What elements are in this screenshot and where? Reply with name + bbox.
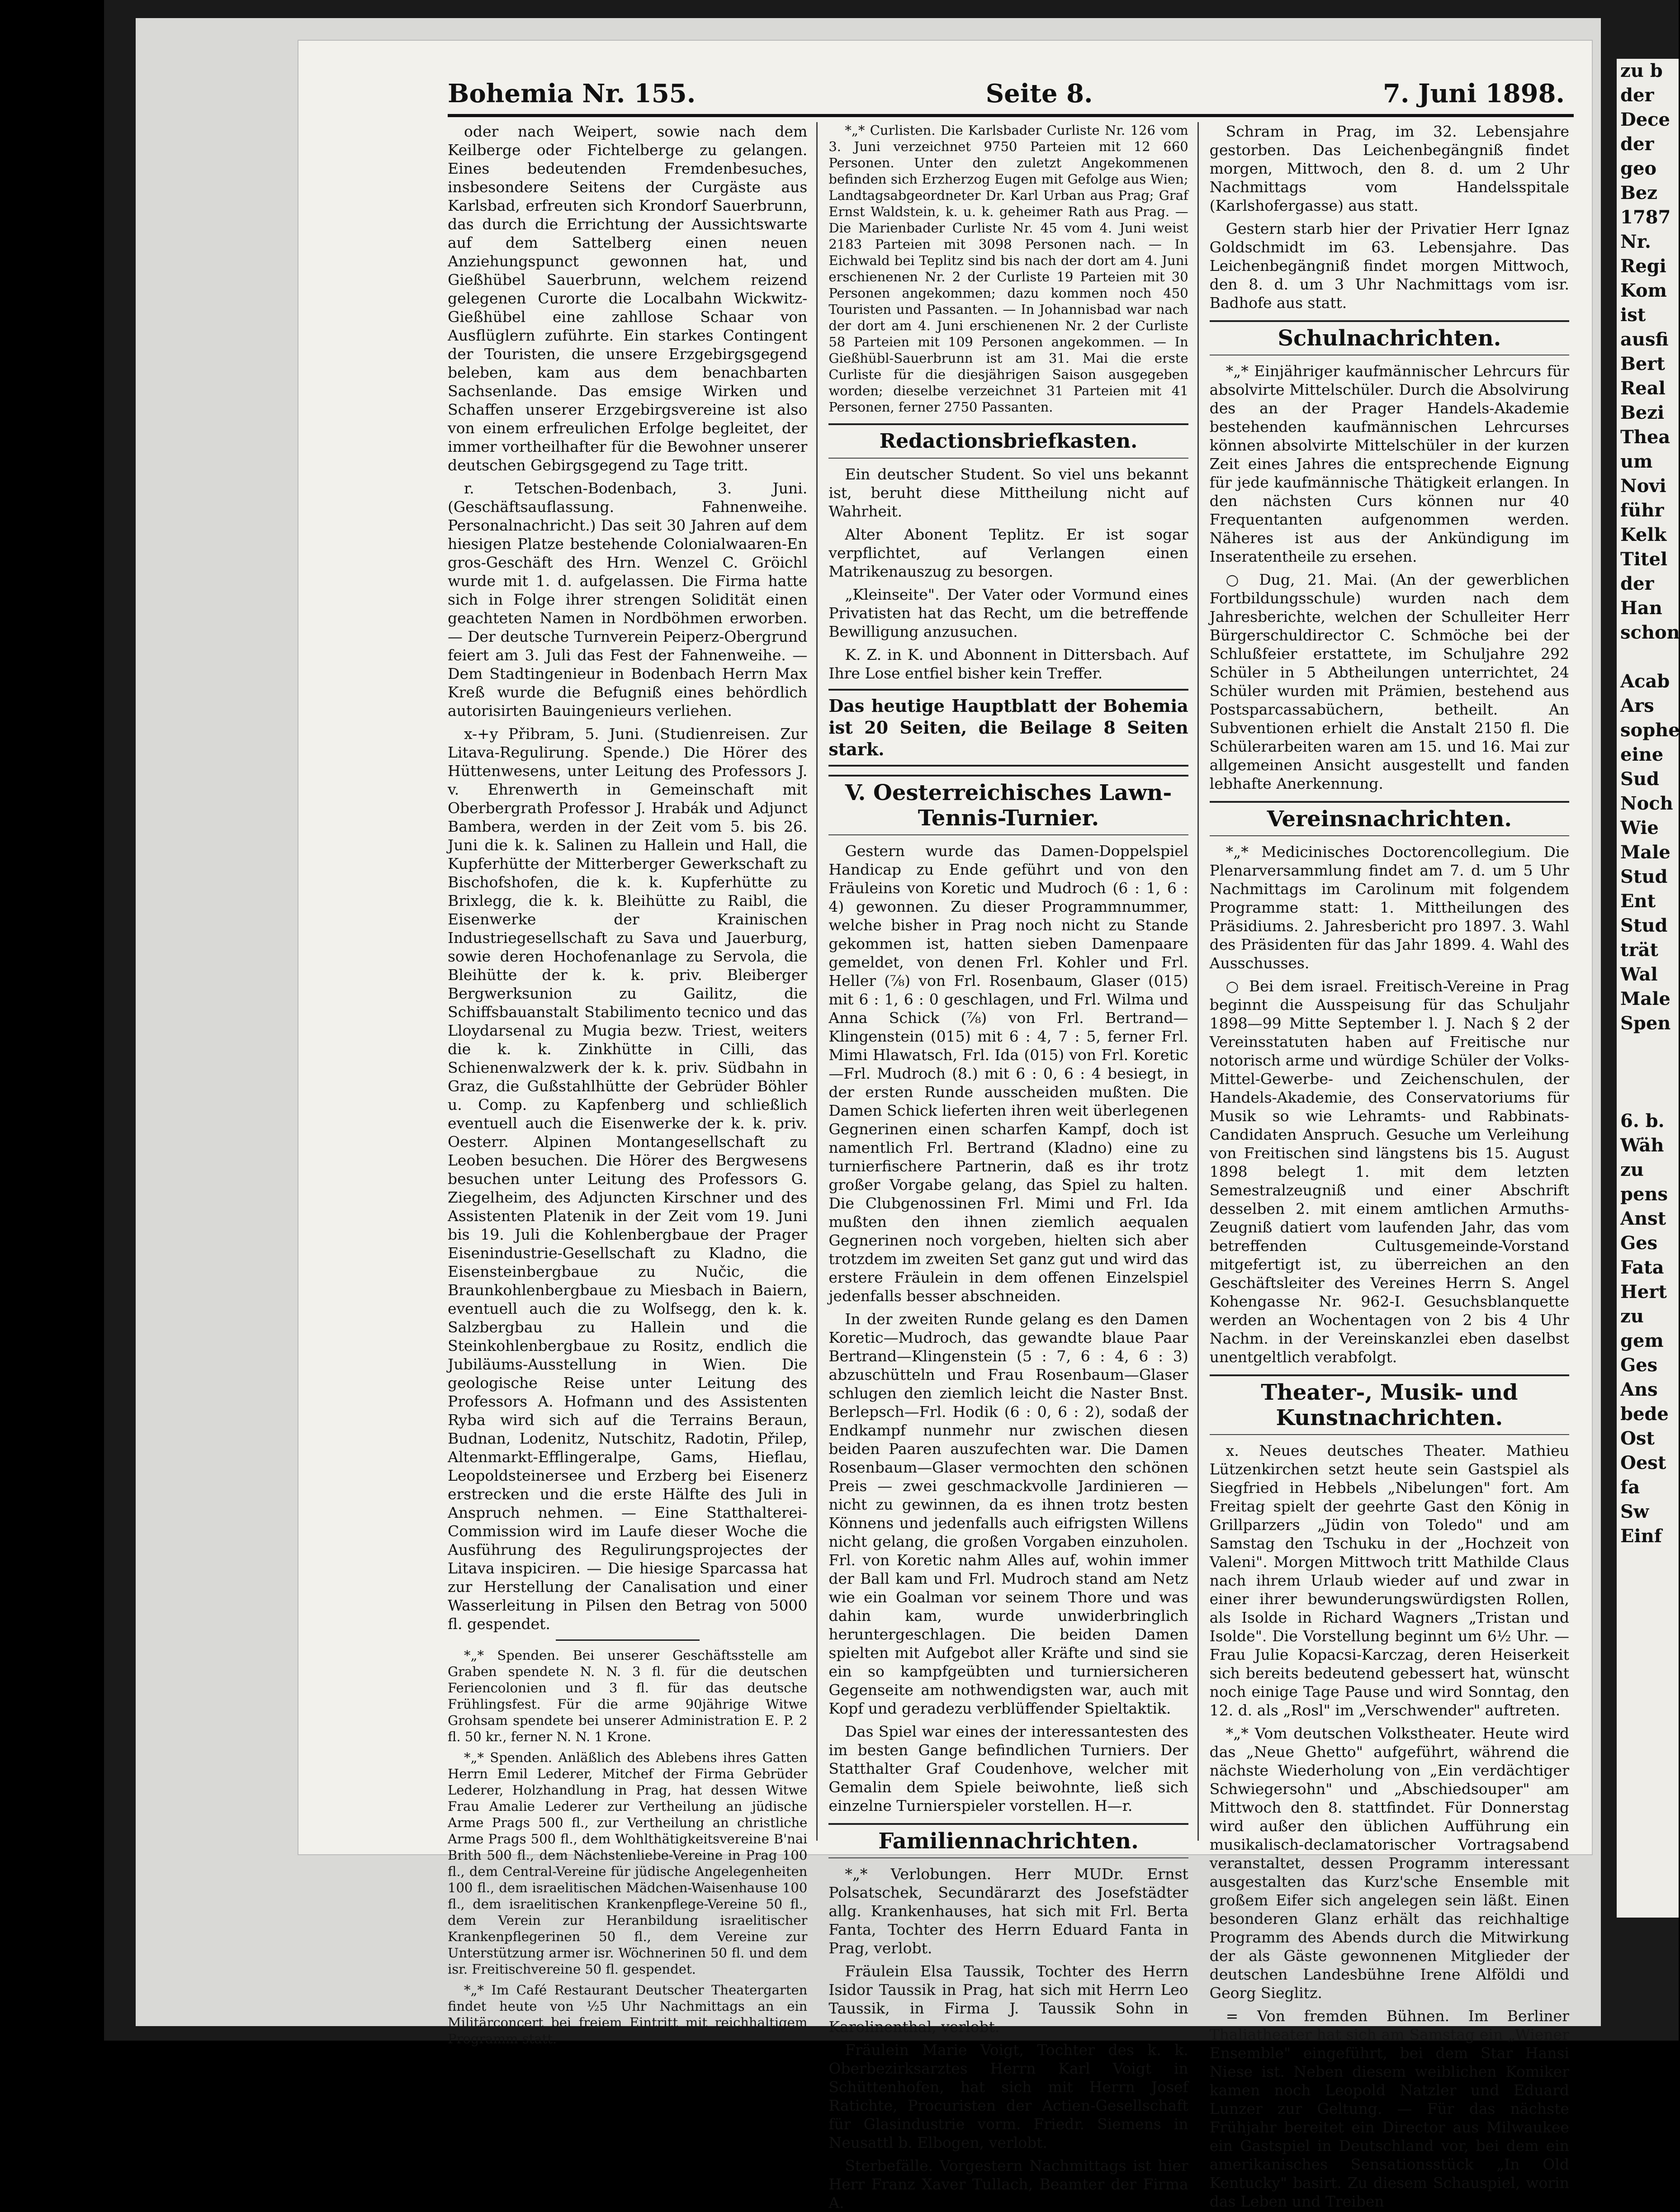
- adjacent-page-fragment: Stud: [1620, 866, 1668, 887]
- adjacent-page-fragment: Real: [1620, 378, 1666, 399]
- adjacent-page-fragment: Han: [1620, 597, 1662, 619]
- article-paragraph: r. Tetschen-Bodenbach, 3. Juni. (Geschäftsauflassung. Fahnenweihe. Personalnachricht.) Das seit 30 Jahren auf dem hiesigen Platze bestehende Colonialwaaren-En gros-Geschäft des Hrn. Wenzel C. Gröichl wurde mit 1. d. aufgelassen. Die Firma hatte sich in Folge ihrer strengen Solidität einen geachteten Namen in Nordböhmen erworben. — Der deutsche Turnverein Peiperz-Obergrund feiert am 3. Juli das Fest der Fahnenweihe. — Dem Stadtingenieur in Bodenbach Herrn Max Kreß wurde die Befugniß eines behördlich autorisirten Bauingenieurs verliehen.: [448, 479, 808, 720]
- family-paragraph: *„* Verlobungen. Herr MUDr. Ernst Polsatschek, Secundärarzt des Josefstädter allg. Krankenhauses, hat sich mit Frl. Berta Fanta, Tochter des Herrn Eduard Fanta in Prag, verlobt.: [828, 1865, 1188, 1957]
- family-paragraph: Fräulein Elsa Taussik, Tochter des Herrn Isidor Taussik in Prag, hat sich mit Herrn Leo Taussik, in Firma J. Taussik Sohn in Karolinenthal, verlobt.: [828, 1962, 1188, 2036]
- tennis-paragraph: Gestern wurde das Damen-Doppelspiel Handicap zu Ende geführt und von den Fräuleins von Koretic und Mudroch (6 : 1, 6 : 4) gewonnen. Zu dieser Programmnummer, welche bisher in Prag noch nicht zu Stande gekommen ist, hatten sieben Damenpaare gemeldet, von denen Frl. Kohler und Frl. Heller (⅞) von Frl. Rosenbaum, Glaser (015) mit 6 : 1, 6 : 0 geschlagen, und Frl. Wilma und Anna Schick (⅞) von Frl. Bertrand—Klingenstein (015) mit 6 : 4, 7 : 5, ferner Frl. Mimi Hlawatsch, Frl. Ida (015) von Frl. Koretic—Frl. Mudroch (8.) mit 6 : 0, 6 : 4 besiegt, in der ersten Runde ausscheiden mußten. Die Damen Schick lieferten ihren weit überlegenen Gegnerinen einen scharfen Kampf, doch ist namentlich Frl. Bertrand (Kladno) eine zu turnierfischere Partnerin, daß es ihr trotz großer Vorgabe gelang, das Spiel zu halten. Die Clubgenossinen Frl. Mimi und Frl. Ida mußten den ihnen ziemlich aequalen Gegnerinen noch vorgeben, hielten sich aber trotzdem im zweiten Set ganz gut und wird das erstere Fräulein in dem offenen Einzelspiel jedenfalls besser abschneiden.: [828, 842, 1188, 1305]
- header-masthead: Bohemia Nr. 155.: [448, 79, 696, 109]
- adjacent-page-fragment: Kelk: [1620, 524, 1667, 545]
- adjacent-page-fragment: zu: [1620, 1159, 1644, 1180]
- letter-paragraph: K. Z. in K. und Abonnent in Dittersbach. Auf Ihre Lose entfiel bisher kein Treffer.: [828, 646, 1188, 682]
- adjacent-page-fragment: 1787: [1620, 207, 1671, 228]
- adjacent-page-fragment: Male: [1620, 988, 1671, 1009]
- adjacent-page-fragment: Fata: [1620, 1257, 1664, 1278]
- adjacent-page-fragment: Ges: [1620, 1232, 1658, 1254]
- column-1: [448, 122, 818, 2046]
- adjacent-page-fragment: Kom: [1620, 280, 1667, 301]
- adjacent-page-fragment: Einf: [1620, 1525, 1662, 1547]
- club-paragraph: *„* Medicinisches Doctorencollegium. Die Plenarversammlung findet am 7. d. um 5 Uhr Nachmittags im Carolinum mit folgendem Programme statt: 1. Mittheilungen des Präsidiums. 2. Jahresbericht pro 1897. 3. Wahl des Präsidenten für das Jahr 1899. 4. Wahl des Ausschusses.: [1209, 843, 1569, 972]
- adjacent-page-fragment: Spen: [1620, 1013, 1671, 1034]
- adjacent-page-fragment: Oest: [1620, 1452, 1666, 1473]
- theatre-paragraph: *„* Vom deutschen Volkstheater. Heute wird das „Neue Ghetto" aufgeführt, während die nächste Wiederholung von „Ein verdächtiger Schwiegersohn" und „Abschiedsouper" am Mittwoch den 8. stattfindet. Für Donnerstag wird außer den üblichen Aufführung ein musikalisch-declamatorischer Vortragsabend veranstaltet, dessen Programm interessant ausgestalten das Kurz'sche Ensemble mit großem Eifer sich angelegen sein läßt. Einen besonderen Glanz erhält das reichhaltige Programm des Abends durch die Mitwirkung der als Gäste gewonnenen Mitglieder der deutschen Landesbühne Irene Alföldi und Georg Sieglitz.: [1209, 1724, 1569, 2002]
- adjacent-page-fragment: [1617, 1036, 1679, 1060]
- adjacent-page-fragment: Ars: [1620, 695, 1654, 716]
- page-header: [298, 68, 1592, 109]
- adjacent-page-fragment: Bez: [1620, 182, 1657, 204]
- adjacent-page-fragment: zu: [1620, 1306, 1644, 1327]
- club-heading: Vereinsnachrichten.: [1210, 801, 1569, 836]
- adjacent-page-fragment: Anst: [1620, 1208, 1666, 1229]
- adjacent-page-fragment: Ges: [1620, 1355, 1658, 1376]
- adjacent-page-fragment: Ent: [1620, 890, 1656, 912]
- adjacent-page-fragment: führ: [1620, 500, 1664, 521]
- adjacent-page-fragment: der: [1620, 133, 1654, 155]
- adjacent-page-fragment: Titel: [1620, 549, 1668, 570]
- obituary-paragraph: Gestern starb hier der Privatier Herr Ignaz Goldschmidt im 63. Lebensjahre. Das Leichenbegängniß findet morgen Mittwoch, den 8. d. um 3 Uhr Nachmittags vom isr. Badhofe aus statt.: [1209, 220, 1569, 312]
- school-paragraph: *„* Einjähriger kaufmännischer Lehrcurs für absolvirte Mittelschüler. Durch die Absolvirung des an der Prager Handels-Akademie bestehenden kaufmännischen Lehrcurses können absolvirte Mittelschüler in der kurzen Zeit eines Jahres die entsprechende Eignung für jede kaufmännische Thätigkeit erlangen. In den nächsten Curs können nur 40 Frequentanten aufgenommen werden. Näheres ist aus der Ankündigung im Inseratentheile zu ersehen.: [1209, 362, 1569, 565]
- adjacent-page-fragment: Wie: [1620, 817, 1659, 838]
- theatre-heading: Theater-, Musik- und Kunstnachrichten.: [1210, 1374, 1569, 1435]
- newspaper-page: [298, 41, 1592, 2212]
- adjacent-page-fragment: Thea: [1620, 426, 1671, 448]
- adjacent-page-fragment: geo: [1620, 158, 1657, 179]
- adjacent-page-fragment: Dece: [1620, 109, 1670, 130]
- notice-paragraph: *„* Spenden. Anläßlich des Ablebens ihres Gatten Herrn Emil Lederer, Mitchef der Firma Gebrüder Lederer, Holzhandlung in Prag, hat dessen Witwe Frau Amalie Lederer zur Vertheilung an jüdische Arme Prags 500 fl., zur Vertheilung an christliche Arme Prags 500 fl., dem Wohlthätigkeitsvereine B'nai Brith 500 fl., dem Nächstenliebe-Vereine in Prag 100 fl., dem Central-Vereine für jüdische Angelegenheiten 100 fl., dem israelitischen Mädchen-Waisenhause 100 fl., dem israelitischen Krankenpflege-Vereine 50 fl., dem Verein zur Heranbildung israelitischer Krankenpflegerinen 50 fl., dem Vereine zur Unterstützung armer isr. Wöchnerinen 50 fl. und dem isr. Freitischvereine 50 fl. gespendet.: [448, 1750, 808, 1977]
- adjacent-page-fragment: der: [1620, 573, 1654, 594]
- adjacent-page-fragment: [1617, 1060, 1679, 1085]
- column-2: [828, 122, 1198, 2212]
- theatre-paragraph: = Von fremden Bühnen. Im Berliner Thaliatheater hat sich am Samstag ein „Wiener Ensemble" eingeführt, bei dem Star Hansi Niese ist. Neben diesem weiblichen Komiker kamen noch Leopold Natzler und Eduard Lunzer zur Geltung. — Für das nächste Frühjahr bereitet ein Director aus Milwaukee ein Gastspiel in Deutschland vor, bei dem ein amerikanisches Sensationsstück „In Old Kentucky" basirt. Zu diesem Schauspiel, worin das Leben und Treiben: [1209, 2007, 1569, 2210]
- header-date: 7. Juni 1898.: [1382, 79, 1565, 109]
- adjacent-page-fragment: Wal: [1620, 964, 1658, 985]
- adjacent-page-fragment: sophe: [1620, 720, 1680, 741]
- letter-paragraph: Alter Abonent Teplitz. Er ist sogar verpflichtet, auf Verlangen einen Matrikenauszug zu besorgen.: [828, 526, 1188, 580]
- notice-paragraph: *„* Spenden. Bei unserer Geschäftsstelle am Graben spendete N. N. 3 fl. für die deutschen Feriencolonien und 3 fl. für das deutsche Frühlingsfest. Für die arme 90jährige Witwe Grohsam spendete bei unserer Administration E. P. 2 fl. 50 kr., ferner N. N. 1 Krone.: [448, 1648, 808, 1744]
- adjacent-page-fragment: trät: [1620, 939, 1658, 961]
- article-paragraph: oder nach Weipert, sowie nach dem Keilberge oder Fichtelberge zu gelangen. Eines bedeutenden Fremdenbesuches, insbesondere Seitens der Curgäste aus Karlsbad, erfreuten sich Krondorf Sauerbrunn, das durch die Errichtung der Aussichtswarte auf dem Sattelberg einen neuen Anziehungspunct gewonnen hat, und Gießhübel Sauerbrunn, welchem reizend gelegenen Curorte die Localbahn Wickwitz-Gießhübel eine zahllose Schaar von Ausflüglern zuführte. Ein starkes Contingent der Touristen, die unsere Erzgebirgsgegend beleben, kam aus dem benachbarten Sachsenlande. Das emsige Wirken und Schaffen unserer Erzgebirgsvereine ist also von einem erfreulichen Erfolge begleitet, der immer vortheilhafter für die Bewohner unserer deutschen Gebirgsgegend zu Tage tritt.: [448, 123, 808, 474]
- adjacent-page-fragment: bede: [1620, 1403, 1669, 1425]
- adjacent-page-fragment: der: [1620, 85, 1654, 106]
- adjacent-page-fragment: Sud: [1620, 768, 1659, 790]
- adjacent-page-fragment: Ans: [1620, 1379, 1658, 1400]
- article-paragraph: x-+y Přibram, 5. Juni. (Studienreisen. Zur Litava-Regulirung. Spende.) Die Hörer des Hüttenwesens, unter Leitung des Professors J. v. Ehrenwerth in Gemeinschaft mit Oberbergrath Professor J. Hrabák und Adjunct Bambera, werden in der Zeit vom 5. bis 26. Juni die k. k. Salinen zu Hallein und Hall, die Kupferhütte der Mitterberger Gewerkschaft zu Bischofshofen, die k. k. Kupferhütte zu Brixlegg, die k. k. Bleihütte zu Raibl, die Eisenwerke der Krainischen Industriegesellschaft zu Sava und Jauerburg, sowie deren Hochofenanlage zu Servola, die Bleihütte der k. k. priv. Bleiberger Bergwerksunion zu Gailitz, die Schiffsbauanstalt Stabilimento tecnico und das Lloydarsenal zu Mugia bezw. Triest, weiters die k. k. Zinkhütte in Cilli, das Schienenwalzwerk der k. k. priv. Südbahn in Graz, die Gußstahlhütte der Gebrüder Böhler u. Comp. zu Kapfenberg und schließlich eventuell auch die Eisenwerke der k. k. priv. Oesterr. Alpinen Montangesellschaft zu Leoben besuchen. Die Hörer des Bergwesens besuchen unter Leitung des Professors G. Ziegelheim, des Adjuncten Kirschner und des Assistenten Platenik in der Zeit vom 19. Juni bis 19. Juli die Kohlenbergbaue der Prager Eisenindustrie-Gesellschaft zu Kladno, die Eisensteinbergbaue zu Nučic, die Braunkohlenbergbaue zu Miesbach in Baiern, eventuell auch die zu Wolfsegg, den k. k. Salzbergbau zu Hallein und die Steinkohlenbergbaue zu Rositz, endlich die Jubiläums-Ausstellung in Wien. Die geologische Reise unter Leitung des Professors A. Hofmann und des Assistenten Ryba wird sich auf die Terrains Beraun, Budnan, Lodenitz, Nutschitz, Radotin, Přilep, Altenmarkt-Efflingeralpe, Gams, Hieflau, Leopoldsteinersee und Erzberg bei Eisenerz erstrecken und die erste Hälfte des Juli in Anspruch nehmen. — Eine Statthalterei-Commission wird im Laufe dieser Woche die Ausführung des Regulirungsprojectes der Litava inspiciren. — Die hiesige Sparcassa hat zur Herstellung der Canalisation und einer Wasserleitung in Pilsen den Betrag von 5000 fl. gespendet.: [448, 725, 808, 1633]
- adjacent-page-fragment: fa: [1620, 1477, 1640, 1498]
- family-paragraph: Fräulein Marie Voigt, Tochter des k. k. Oberbezirksarztes Herrn Karl Voigt in Schüttenhofen, hat sich mit Herrn Josef Ratichte, Procuristen der Actien-Gesellschaft für Glasindustrie vorm. Friedr. Siemens in Neusattl b. Elbogen, verlobt.: [828, 2041, 1188, 2151]
- adjacent-page-fragment: Sw: [1620, 1501, 1649, 1522]
- adjacent-page-fragment: um: [1620, 451, 1653, 472]
- adjacent-page-fragment: eine: [1620, 744, 1664, 765]
- tennis-paragraph: Das Spiel war eines der interessantesten des im besten Gange befindlichen Turniers. Der Statthalter Graf Coudenhove, welcher mit Gemalin dem Spiele beiwohnte, ließ sich einzelne Turnierspieler vorstellen. H—r.: [828, 1723, 1188, 1814]
- adjacent-page-fragment: Hert: [1620, 1281, 1667, 1303]
- adjacent-page-fragment: zu b: [1620, 60, 1663, 81]
- adjacent-page-fragment: ausfi: [1620, 329, 1669, 350]
- adjacent-page-fragment: Regi: [1620, 256, 1666, 277]
- obituary-paragraph: Schram in Prag, im 32. Lebensjahre gestorben. Das Leichenbegängniß findet morgen, Mittwoch, den 8. d. um 2 Uhr Nachmittags vom Handelsspitale (Karlshofergasse) aus statt.: [1209, 123, 1569, 214]
- columns: [448, 122, 1578, 2212]
- letter-paragraph: Ein deutscher Student. So viel uns bekannt ist, beruht diese Mittheilung nicht auf Wahrheit.: [828, 465, 1188, 520]
- adjacent-page-fragment: Bezi: [1620, 402, 1665, 423]
- adjacent-page-fragment: gem: [1620, 1330, 1664, 1351]
- page-count-notice: Das heutige Hauptblatt der Bohemia ist 20 Seiten, die Beilage 8 Seiten stark.: [828, 689, 1188, 767]
- letters-heading: Redactionsbriefkasten.: [828, 423, 1188, 459]
- adjacent-page-fragment: [1617, 1085, 1679, 1109]
- letter-paragraph: „Kleinseite". Der Vater oder Vormund eines Privatisten hat das Recht, um die betreffende Bewilligung anzusuchen.: [828, 586, 1188, 640]
- tennis-paragraph: In der zweiten Runde gelang es den Damen Koretic—Mudroch, das gewandte blaue Paar Bertrand—Klingenstein (5 : 7, 6 : 4, 6 : 3) abzuschütteln und Frau Rosenbaum—Glaser schlugen den ziemlich leicht die Naster Bnst. Berlepsch—Frl. Hodik (6 : 0, 6 : 2), sodaß der Endkampf nunmehr nur zwischen diesen beiden Paaren auszufechten war. Die Damen Rosenbaum—Glaser vermochten den schönen Preis — zwei geschmackvolle Jardinieren — nicht zu gewinnen, da es ihnen trotz besten Könnens und jedenfalls auch eifrigsten Willens nicht gelang, die großen Vorgaben einzuholen. Frl. von Koretic nahm Alles auf, wohin immer der Ball kam und Frl. Mudroch stand am Netz wie ein Goalman vor seinem Thore und was dahin kam, wurde unwiderbringlich heruntergeschlagen. Die beiden Damen spielten mit Aufgebot aller Kräfte und sind sie ein so kampfgeübten und turniersicheren Gegenseite am nothwendigsten war, auch mit Kopf und geradezu verblüffender Spieltaktik.: [828, 1310, 1188, 1717]
- school-heading: Schulnachrichten.: [1210, 320, 1569, 355]
- adjacent-page-fragment: pens: [1620, 1184, 1668, 1205]
- adjacent-page-fragment: schon: [1620, 622, 1680, 643]
- notice-paragraph: *„* Im Café Restaurant Deutscher Theatergarten findet heute von ½5 Uhr Nachmittags an ein Militärconcert bei freiem Eintritt mit reichhaltigem Programm statt.: [448, 1982, 808, 2046]
- adjacent-page-fragment: Novi: [1620, 475, 1666, 497]
- adjacent-page-fragment: [1617, 645, 1679, 669]
- column-3: [1209, 122, 1578, 2210]
- tennis-heading: V. Oesterreichisches Lawn-Tennis-Turnier.: [828, 775, 1188, 835]
- club-paragraph: ○ Bei dem israel. Freitisch-Vereine in Prag beginnt die Ausspeisung für das Schuljahr 1898—99 Mitte September l. J. Nach § 2 der Vereinsstatuten haben auf Freitische nur notorisch arme und würdige Schüler der Volks-Mittel-Gewerbe- und Zeichenschulen, der Handels-Akademie, des Conservatoriums für Musik so wie Lehramts- und Rabbinats-Candidaten Anspruch. Gesuche um Verleihung von Freitischen sind längstens bis 15. August 1898 belegt 1. mit dem letzten Semestralzeugniß und einer Abschrift desselben 2. mit einem amtlichen Armuths-Zeugniß datiert vom laufenden Jahr, das vom betreffenden Cultusgemeinde-Vorstand mitgefertigt ist, zu überreichen an den Geschäftsleiter des Vereines Herrn S. Angel Kohengasse Nr. 962-I. Gesuchsblanquette werden an Wochentagen von 2 bis 4 Uhr Nachm. in der Vereinskanzlei eben daselbst unentgeltlich verabfolgt.: [1209, 977, 1569, 1366]
- adjacent-page-fragment: 6. b.: [1620, 1110, 1665, 1132]
- theatre-paragraph: x. Neues deutsches Theater. Mathieu Lützenkirchen setzt heute sein Gastspiel als Siegfried in Hebbels „Nibelungen" fort. Am Freitag spielt der geehrte Gast den König in Grillparzers „Jüdin von Toledo" und am Samstag den Tschuku in der „Hochzeit von Valeni". Morgen Mittwoch tritt Mathilde Claus nach ihrem Urlaub wieder auf und zwar in einer ihrer bewunderungswürdigsten Rollen, als Isolde in Richard Wagners „Tristan und Isolde". Die Vorstellung beginnt um 6½ Uhr. — Frau Julie Kopacsi-Karczag, deren Heiserkeit sich bereits bedeutend gebessert hat, wünscht noch einige Tage Pause und wird Sonntag, den 12. d. als „Rosl" im „Verschwender" auftreten.: [1209, 1442, 1569, 1719]
- adjacent-page-fragment: Ost: [1620, 1428, 1655, 1449]
- adjacent-page-edge: [1617, 59, 1679, 1918]
- adjacent-page-fragment: Stud: [1620, 915, 1668, 936]
- header-page-number: Seite 8.: [985, 79, 1093, 109]
- section-rule: [556, 1639, 700, 1641]
- adjacent-page-fragment: Noch: [1620, 793, 1673, 814]
- adjacent-page-fragment: ist: [1620, 304, 1646, 326]
- curlisten-paragraph: *„* Curlisten. Die Karlsbader Curliste Nr. 126 vom 3. Juni verzeichnet 9750 Parteien mit 12 660 Personen. Unter den zuletzt Angekommenen befinden sich Erzherzog Eugen mit Gefolge aus Wien; Landtagsabgeordneter Dr. Karl Urban aus Prag; Graf Ernst Waldstein, k. u. k. geheimer Rath aus Prag. — Die Marienbader Curliste Nr. 45 vom 4. Juni weist 2183 Parteien mit 3098 Personen nach. — In Eichwald bei Teplitz sind bis nach der dort am 4. Juni erschienenen Nr. 2 der Curliste 19 Parteien mit 30 Personen angekommen; dazu kommen noch 450 Touristen und Passanten. — In Johannisbad war nach der dort am 4. Juni erschienenen Nr. 2 der Curliste 58 Parteien mit 109 Personen angekommen. — In Gießhübl-Sauerbrunn ist am 31. Mai die erste Curliste für die diesjährigen Saison ausgegeben worden; dieselbe verzeichnet 31 Parteien mit 41 Personen, ferner 2750 Passanten.: [828, 123, 1188, 415]
- family-heading: Familiennachrichten.: [828, 1823, 1188, 1858]
- adjacent-page-fragment: Wäh: [1620, 1135, 1664, 1156]
- adjacent-page-fragment: Male: [1620, 842, 1671, 863]
- adjacent-page-fragment: Acab: [1620, 671, 1670, 692]
- school-paragraph: ○ Dug, 21. Mai. (An der gewerblichen Fortbildungsschule) wurden nach dem Jahresberichte, welchen der Schulleiter Herr Bürgerschuldirector C. Schmöche bei der Schlußfeier erstattete, im Schuljahre 292 Schüler in 5 Abtheilungen unterrichtet, 24 Schüler wurden mit Prämien, bestehend aus Postsparcassabüchern, betheilt. An Subventionen erhielt die Anstalt 2150 fl. Die Schülerarbeiten waren am 15. und 16. Mai zur allgemeinen Ansicht ausgestellt und fanden lebhafte Anerkennung.: [1209, 571, 1569, 792]
- family-paragraph: Sterbefälle. Vorgestern Nachmittags ist hier Herr Franz Xaver Tullach, Beamter der Firma A.: [828, 2157, 1188, 2212]
- header-rule: [448, 114, 1574, 117]
- adjacent-page-fragment: Bert: [1620, 353, 1665, 374]
- adjacent-page-fragment: Nr.: [1620, 231, 1651, 252]
